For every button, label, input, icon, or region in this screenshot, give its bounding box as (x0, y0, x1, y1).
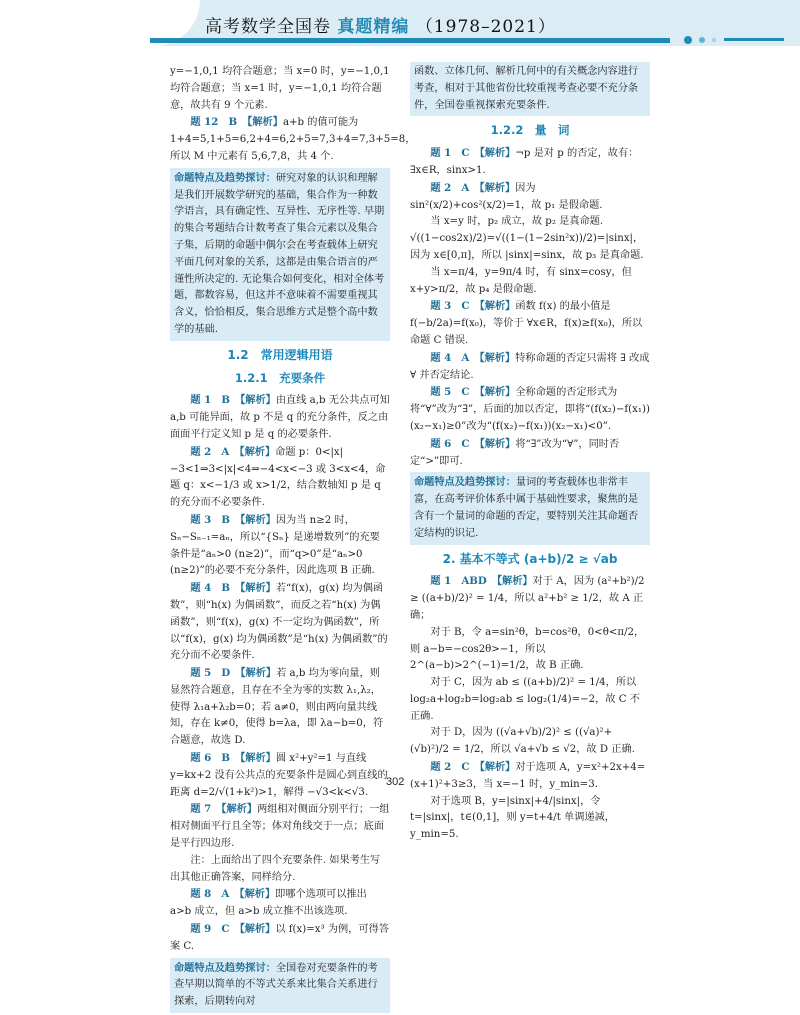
answer-paragraph: 当 x=y 时，p₂ 成立，故 p₂ 是真命题. (430, 216, 604, 228)
answer-text: 函数 f(x) 的最小值是 f(−b/2a)=f(x₀)，等价于 ∀x∈R，f(x)≥f(x₀)，所以命题 C 错误. (410, 301, 643, 346)
header-rule (150, 38, 670, 43)
question-label: 题 9 C 【解析】 (190, 923, 276, 936)
answer-text: 两组相对侧面分别平行；一组相对侧面平行且全等；体对角线交于一点；底面是平行四边形. (170, 804, 390, 850)
commentary-box (170, 168, 390, 341)
book-title-highlight: 真题精编 (337, 17, 410, 37)
answer-text: 将“∃”改为“∀”，同时否定“>”即可. (410, 438, 620, 467)
answer-text: 若“f(x)，g(x) 均为偶函数”，则“h(x) 为偶函数”，而反之若“h(x) 为偶函数”，则“f(x)，g(x) 不一定均为偶函数”，所以“f(x)，g(x) 均为偶函数”是“h(x) 为偶函数”的充分而不必要条件. (170, 583, 388, 662)
answer-paragraph (410, 298, 650, 349)
answer-text: 圆 x²+y²=1 与直线 y=kx+2 没有公共点的充要条件是圆心到直线的距离 d=2/√(1+k²)>1，解得 −√3<k<√3. (170, 753, 388, 798)
answer-paragraph: 对于 B，令 a=sin²θ，b=cos²θ，0<θ<π/2，则 a−b=−cos2θ>−1，所以 2^(a−b)>2^(−1)=1/2，故 B 正确. (410, 626, 645, 672)
answer-paragraph: 当 x=π/4，y=9π/4 时，有 sinx=cosy，但 x+y>π/2，故 p₄ 是假命题. (410, 266, 632, 295)
page-number: 302 (386, 776, 405, 788)
answer-paragraph (170, 512, 390, 580)
answer-paragraph: 对于 C，因为 ab ≤ ((a+b)/2)² = 1/4，所以 log₂a+log₂b=log₂ab ≤ log₂(1/4)=−2，故 C 不正确. (410, 677, 640, 722)
question-label: 题 1 ABD 【解析】 (430, 575, 533, 588)
commentary-label: 命题特点及趋势探讨： (174, 171, 276, 184)
section-heading: 1.2 常用逻辑用语 (227, 347, 333, 362)
right-column (410, 64, 650, 844)
answer-paragraph: 对于 D，因为 ((√a+√b)/2)² ≤ ((√a)²+(√b)²)/2 = 1/2，所以 √a+√b ≤ √2，故 D 正确. (410, 727, 635, 756)
commentary-text: 全国卷对充要条件的考查早期以简单的不等式关系来比集合关系进行探索，后期转向对 (174, 962, 378, 1008)
answer-text: 命题 p：0<|x|−3<1⇒3<|x|<4⇒−4<x<−3 或 3<x<4，命题 q：x<−1/3 或 x>1/2，结合数轴知 p 是 q 的充分而不必要条件. (170, 446, 386, 509)
question-label: 题 6 B 【解析】 (190, 752, 276, 765)
answer-text: 若 a,b 均为零向量，则显然符合题意，且存在不全为零的实数 λ₁,λ₂，使得 λ₁a+λ₂b=0；若 a≠0，则由两向量共线知，存在 k≠0，使得 b=λa，即 λa−b=0，符合题意，故选 D. (170, 668, 384, 747)
book-title-prefix: 高考数学全国卷 (205, 17, 331, 37)
answer-paragraph (170, 921, 390, 956)
answer-paragraph (170, 801, 390, 852)
subsection-heading: 1.2.2 量 词 (490, 123, 570, 138)
answer-text: 因为当 n≥2 时，Sₙ−Sₙ₋₁=aₙ，所以“{Sₙ} 是递增数列”的充要条件是“aₙ>0 (n≥2)”，而“q>0”是“aₙ>0 (n≥2)”的必要不充分条件，因此选项 B 正确. (170, 514, 380, 577)
answer-paragraph (170, 114, 416, 165)
question-label: 题 3 B 【解析】 (190, 513, 276, 526)
answer-paragraph (170, 886, 390, 921)
answer-paragraph (410, 384, 650, 435)
question-label: 题 5 D 【解析】 (190, 667, 277, 680)
answer-paragraph: 对于选项 B，y=|sinx|+4/|sinx|，令 t=|sinx|，t∈(0,1]，则 y=t+4/t 单调递减，y_min=5. (410, 795, 615, 841)
answer-paragraph (170, 665, 390, 750)
question-label: 题 3 C 【解析】 (430, 300, 516, 313)
answer-text: 以 f(x)=x³ 为例，可得答案 C. (170, 924, 389, 952)
answer-paragraph (170, 750, 390, 801)
question-label: 题 1 C 【解析】 (430, 147, 516, 160)
header-decoration-icon (680, 31, 790, 49)
commentary-box (410, 472, 650, 544)
commentary-box-continued: 函数、立体几何、解析几何中的有关概念内容进行考查，相对于其他省份比较重视考查必要不充分条件，全国卷重视探索充要条件. (410, 62, 650, 116)
commentary-label: 命题特点及趋势探讨： (414, 476, 516, 489)
answer-text: a+b 的值可能为 1+4=5,1+5=6,2+4=6,2+5=7,3+4=7,3+5=8，所以 M 中元素有 5,6,7,8，共 4 个. (170, 117, 416, 162)
answer-paragraph: y=−1,0,1 均符合题意；当 x=0 时，y=−1,0,1 均符合题意；当 x=1 时，y=−1,0,1 均符合题意，故共有 9 个元素. (170, 66, 390, 111)
answer-paragraph (410, 573, 650, 624)
answer-text: 全称命题的否定形式为将“∀”改为“∃”，后面的加以否定，即将“(f(x₂)−f(x₁))(x₂−x₁)≥0”改为“(f(x₂)−f(x₁))(x₂−x₁)<0”. (410, 387, 650, 432)
question-label: 题 2 A 【解析】 (430, 181, 516, 194)
answer-paragraph (170, 580, 390, 665)
book-title-years: （1978–2021） (415, 17, 556, 37)
answer-text: ¬p 是对 p 的否定，故有：∃x∈R，sinx>1. (410, 148, 639, 176)
answer-text: 由直线 a,b 无公共点可知 a,b 可能异面，故 p 不是 q 的充分条件，反之由面面平行定义知 p 是 q 的必要条件. (170, 395, 390, 440)
question-label: 题 5 C 【解析】 (430, 386, 516, 399)
answer-text: 对于选项 A，y=x²+2x+4=(x+1)²+3≥3，当 x=−1 时，y_min=3. (410, 762, 646, 790)
question-label: 题 2 C 【解析】 (430, 761, 516, 774)
book-title (205, 12, 556, 37)
answer-paragraph (170, 444, 390, 512)
answer-text: 即哪个选项可以推出 a>b 成立，但 a>b 成立推不出该选项. (170, 889, 367, 918)
answer-note: 注：上面给出了四个充要条件. 如果考生写出其他正确答案，同样给分. (170, 854, 381, 883)
answer-paragraph (410, 350, 650, 385)
page-header (0, 0, 800, 48)
question-label: 题 1 B 【解析】 (190, 394, 276, 407)
answer-paragraph (410, 180, 650, 215)
question-label: 题 12 B 【解析】 (190, 116, 283, 129)
question-label: 题 4 B 【解析】 (190, 582, 276, 595)
commentary-text: 量词的考查载体也非常丰富，在高考评价体系中属于基础性要求，聚焦的是含有一个量词的命题的否定，要特别关注其命题否定结构的识记. (414, 477, 639, 539)
commentary-text: 研究对象的认识和理解是我们开展数学研究的基础，集合作为一种数学语言，具有确定性、互异性、无序性等. 早期的集合考题结合计数考查了集合元素以及集合子集，后期的命题中偶尔会在考查载体上研究平面几何对象的关系，这都是由集合语言的严谨性所决定的. 无论集合如何变化，相对全体考题，都数容易，但这并不意味着不需要重视其含义，恰恰相反，集合思维方式是整个高中数学的基础. (174, 172, 385, 335)
answer-text: 因为 sin²(x/2)+cos²(x/2)=1，故 p₁ 是假命题. (410, 182, 603, 211)
answer-paragraph (410, 436, 650, 471)
answer-paragraph (410, 759, 650, 794)
section-heading: 2. 基本不等式 (a+b)/2 ≥ √ab (442, 551, 618, 566)
question-label: 题 2 A 【解析】 (190, 445, 276, 458)
commentary-label: 命题特点及趋势探讨： (174, 961, 276, 974)
question-label: 题 6 C 【解析】 (430, 437, 516, 450)
subsection-heading: 1.2.1 充要条件 (234, 370, 326, 385)
answer-paragraph (170, 392, 390, 443)
commentary-box (170, 958, 390, 1013)
question-label: 题 8 A 【解析】 (190, 888, 276, 901)
answer-paragraph: √((1−cos2x)/2)=√((1−(1−2sin²x))/2)=|sinx|，因为 x∈[0,π]，所以 |sinx|=sinx，故 p₃ 是真命题. (410, 233, 644, 261)
answer-paragraph (410, 145, 650, 180)
question-label: 题 4 A 【解析】 (430, 351, 516, 364)
answer-text: 特称命题的否定只需将 ∃ 改成 ∀ 并否定结论. (410, 352, 650, 381)
question-label: 题 7 【解析】 (190, 803, 258, 816)
answer-text: 对于 A，因为 (a²+b²)/2 ≥ ((a+b)/2)² = 1/4，所以 a²+b² ≥ 1/2，故 A 正确； (410, 576, 645, 621)
